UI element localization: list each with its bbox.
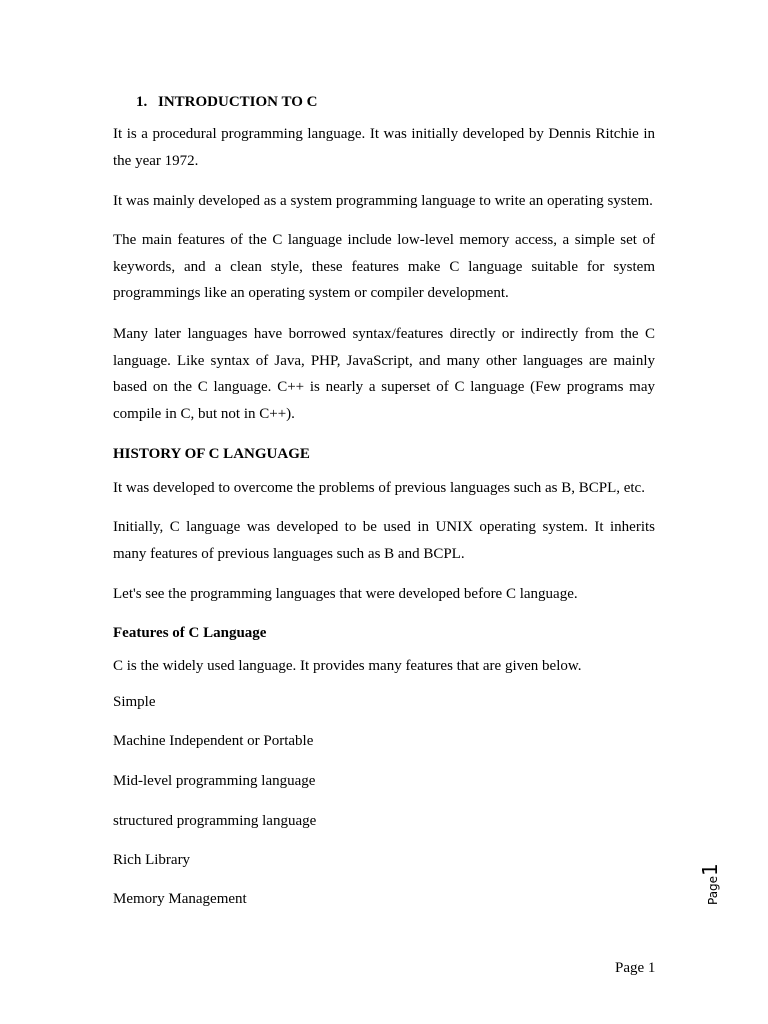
history-paragraph-2: Initially, C language was developed to be used in UNIX operating system. It inherits many features of previous languages such as B and BCPL. <box>113 519 655 562</box>
feature-item: Mid-level programming language <box>113 773 316 789</box>
heading-number: 1. <box>136 94 148 110</box>
feature-item: Simple <box>113 694 156 710</box>
side-page-number: 1 <box>698 863 722 876</box>
intro-paragraph-2: It was mainly developed as a system programming language to write an operating system. <box>113 193 653 209</box>
intro-paragraph-1: It is a procedural programming language. It was initially developed by Dennis Ritchie in the year 1972. <box>113 126 655 169</box>
heading-text: INTRODUCTION TO C <box>158 94 318 110</box>
side-page-word: Page <box>706 875 720 905</box>
history-heading: HISTORY OF C LANGUAGE <box>113 446 310 462</box>
page-footer: Page 1 <box>615 960 656 976</box>
side-page-marker <box>698 863 722 905</box>
history-paragraph-3: Let's see the programming languages that were developed before C language. <box>113 586 578 602</box>
intro-paragraph-4: Many later languages have borrowed syntax/features directly or indirectly from the C language. Like syntax of Java, PHP, JavaScript, and many other languages are mainly based on the C language. C++ is nearly a superset of C language (Few programs may compile in C, but not in C++). <box>113 326 655 423</box>
feature-item: Rich Library <box>113 852 191 868</box>
section-heading-introduction <box>136 93 317 111</box>
document-page <box>113 0 655 1024</box>
features-intro: C is the widely used language. It provides many features that are given below. <box>113 658 582 674</box>
feature-item: Machine Independent or Portable <box>113 733 314 749</box>
history-paragraph-1: It was developed to overcome the problems of previous languages such as B, BCPL, etc. <box>113 480 645 496</box>
intro-paragraph-3: The main features of the C language include low-level memory access, a simple set of keywords, and a clean style, these features make C language suitable for system programmings like an operating system or compiler development. <box>113 232 655 302</box>
feature-item: structured programming language <box>113 813 317 829</box>
features-heading: Features of C Language <box>113 625 267 641</box>
feature-item: Memory Management <box>113 891 247 907</box>
